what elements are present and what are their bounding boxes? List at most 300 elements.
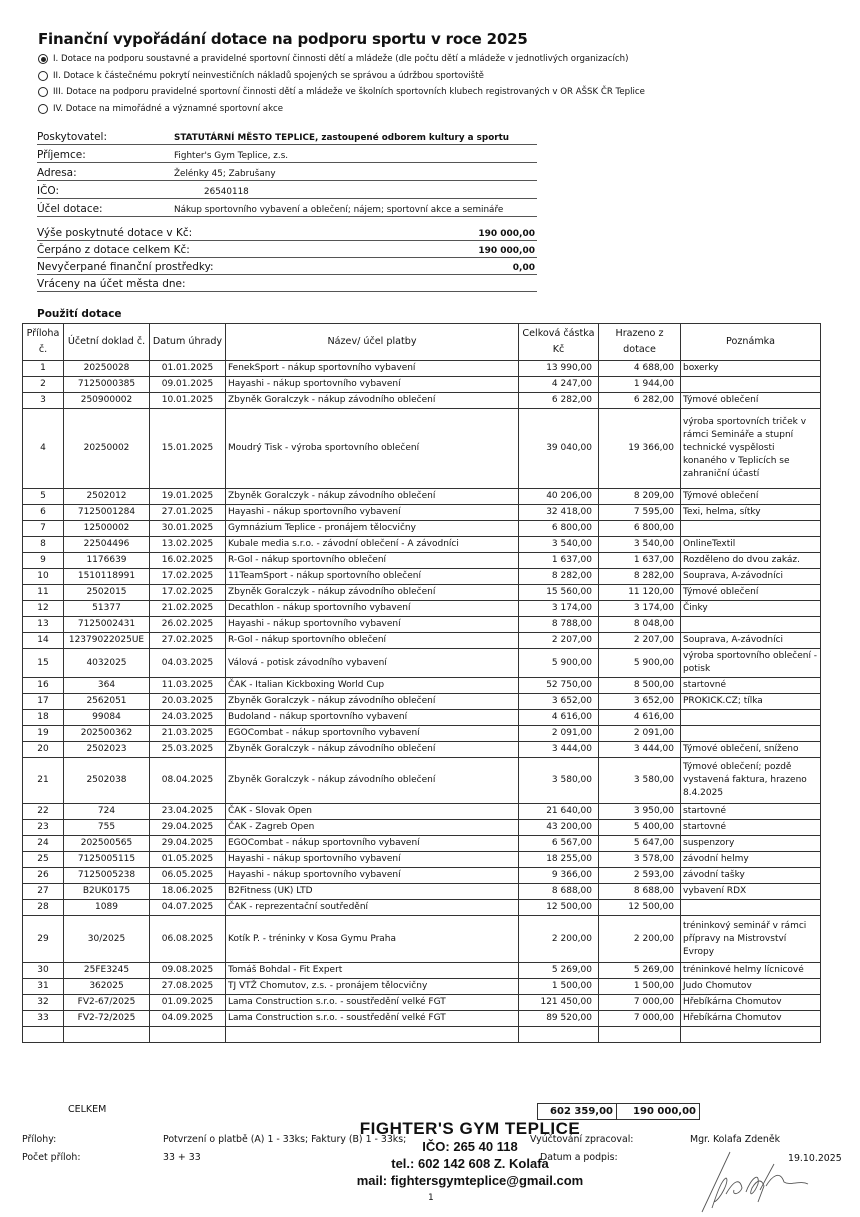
subsidy-option-2[interactable] [38,68,645,85]
cell-document-no: 51377 [64,601,150,617]
cell-document-no: 724 [64,804,150,820]
total-subsidy: 190 000,00 [617,1104,700,1120]
cell-document-no: 250900002 [64,393,150,409]
table-row [23,489,821,505]
cell-attachment-no: 32 [23,995,64,1011]
cell-payment-date: 24.03.2025 [150,710,226,726]
cell-document-no: 1089 [64,900,150,916]
info-row-ico [37,181,537,199]
cell-document-no: 7125000385 [64,377,150,393]
table-row [23,409,821,489]
table-row [23,852,821,868]
cell-payment-purpose: Lama Construction s.r.o. - soustředění velké FGT [226,995,519,1011]
cell-attachment-no: 20 [23,742,64,758]
info-value: STATUTÁRNÍ MĚSTO TEPLICE, zastoupené odborem kultury a sportu [174,133,510,143]
total-label: CELKEM [68,1104,107,1115]
table-row [23,678,821,694]
cell-total-amount: 3 540,00 [519,537,599,553]
cell-document-no: 364 [64,678,150,694]
cell-note [681,377,821,393]
date-value: 19.10.2025 [788,1153,842,1164]
subsidy-summary [37,224,537,292]
cell-total-amount: 40 206,00 [519,489,599,505]
cell-payment-date: 23.04.2025 [150,804,226,820]
cell-document-no: FV2-67/2025 [64,995,150,1011]
info-row-address [37,163,537,181]
cell-payment-date: 19.01.2025 [150,489,226,505]
cell-attachment-no [23,1027,64,1043]
cell-payment-date: 01.09.2025 [150,995,226,1011]
cell-payment-purpose: Moudrý Tisk - výroba sportovního oblečení [226,409,519,489]
cell-payment-date: 17.02.2025 [150,585,226,601]
info-value: Želénky 45; Zabrušany [174,169,276,179]
table-row [23,900,821,916]
cell-subsidy-amount: 7 000,00 [599,1011,681,1027]
attachments-value: Potvrzení o platbě (A) 1 - 33ks; Faktury (B) 1 - 33ks; [163,1134,407,1145]
cell-payment-purpose: Hayashi - nákup sportovního vybavení [226,852,519,868]
cell-payment-date: 26.02.2025 [150,617,226,633]
cell-payment-purpose: Zbyněk Goralczyk - nákup závodního oblečení [226,694,519,710]
cell-payment-purpose: FenekSport - nákup sportovního vybavení [226,361,519,377]
cell-document-no: 7125005238 [64,868,150,884]
cell-attachment-no: 2 [23,377,64,393]
cell-attachment-no: 4 [23,409,64,489]
processed-by-label: Vyúčtování zpracoval: [530,1134,634,1145]
header-purpose: Název/ účel platby [226,324,519,361]
cell-payment-date: 04.07.2025 [150,900,226,916]
cell-document-no: 7125001284 [64,505,150,521]
cell-payment-date: 09.01.2025 [150,377,226,393]
cell-attachment-no: 8 [23,537,64,553]
cell-note: startovné [681,678,821,694]
table-row [23,804,821,820]
cell-note [681,521,821,537]
table-row [23,916,821,963]
cell-subsidy-amount: 8 048,00 [599,617,681,633]
cell-payment-date: 27.02.2025 [150,633,226,649]
cell-attachment-no: 24 [23,836,64,852]
cell-payment-purpose: ČAK - Zagreb Open [226,820,519,836]
cell-payment-purpose: Tomáš Bohdal - Fit Expert [226,963,519,979]
cell-subsidy-amount: 3 578,00 [599,852,681,868]
table-row [23,836,821,852]
radio-empty-icon[interactable] [38,87,48,97]
sum-label: Výše poskytnuté dotace v Kč: [37,227,193,239]
cell-subsidy-amount: 8 500,00 [599,678,681,694]
cell-subsidy-amount: 1 944,00 [599,377,681,393]
table-row [23,521,821,537]
cell-document-no: 30/2025 [64,916,150,963]
sum-label: Vráceny na účet města dne: [37,278,186,290]
cell-document-no: 2502023 [64,742,150,758]
cell-payment-date: 17.02.2025 [150,569,226,585]
cell-subsidy-amount: 2 207,00 [599,633,681,649]
cell-subsidy-amount: 3 652,00 [599,694,681,710]
cell-payment-date: 16.02.2025 [150,553,226,569]
cell-attachment-no: 10 [23,569,64,585]
cell-subsidy-amount: 2 593,00 [599,868,681,884]
cell-payment-date: 21.02.2025 [150,601,226,617]
cell-total-amount: 12 500,00 [519,900,599,916]
cell-payment-date: 15.01.2025 [150,409,226,489]
cell-payment-purpose: B2Fitness (UK) LTD [226,884,519,900]
stamp-line: IČO: 265 40 118 [422,1139,518,1154]
cell-payment-purpose: Hayashi - nákup sportovního vybavení [226,377,519,393]
cell-attachment-no: 9 [23,553,64,569]
cell-subsidy-amount: 3 540,00 [599,537,681,553]
header-subsidy: Hrazeno z dotace [599,324,681,361]
table-row [23,820,821,836]
cell-document-no: 2562051 [64,694,150,710]
cell-note: závodní helmy [681,852,821,868]
info-label: IČO: [37,185,60,197]
option-label: IV. Dotace na mimořádné a významné sportovní akce [53,103,284,114]
cell-subsidy-amount: 12 500,00 [599,900,681,916]
cell-subsidy-amount: 8 282,00 [599,569,681,585]
header-note: Poznámka [681,324,821,361]
cell-document-no: 12379022025UE [64,633,150,649]
cell-subsidy-amount: 3 950,00 [599,804,681,820]
cell-note [681,726,821,742]
info-label: Poskytovatel: [37,131,107,143]
cell-total-amount [519,1027,599,1043]
cell-subsidy-amount: 2 200,00 [599,916,681,963]
option-label: III. Dotace na podporu pravidelné sportovní činnosti dětí a mládeže ve školních sportovních klubech registrovaných v OR AŠSK ČR Teplice [53,87,645,97]
cell-subsidy-amount: 2 091,00 [599,726,681,742]
cell-subsidy-amount [599,1027,681,1043]
cell-document-no [64,1027,150,1043]
cell-payment-purpose: Zbyněk Goralczyk - nákup závodního oblečení [226,489,519,505]
cell-document-no: 20250002 [64,409,150,489]
cell-total-amount: 2 091,00 [519,726,599,742]
radio-empty-icon[interactable] [38,104,48,114]
cell-total-amount: 4 616,00 [519,710,599,726]
table-row [23,868,821,884]
cell-payment-date: 29.04.2025 [150,836,226,852]
cell-attachment-no: 16 [23,678,64,694]
cell-document-no: B2UK0175 [64,884,150,900]
cell-total-amount: 43 200,00 [519,820,599,836]
cell-total-amount: 39 040,00 [519,409,599,489]
cell-note: PROKICK.CZ; tílka [681,694,821,710]
table-row [23,694,821,710]
date-signature-label: Datum a podpis: [540,1152,618,1163]
cell-attachment-no: 5 [23,489,64,505]
info-label: Adresa: [37,167,77,179]
attachments-count-value: 33 + 33 [163,1152,201,1163]
cell-total-amount: 8 688,00 [519,884,599,900]
cell-note: Rozděleno do dvou zakáz. [681,553,821,569]
cell-note: Týmové oblečení, sníženo [681,742,821,758]
table-body [23,361,821,1043]
option-label: II. Dotace k částečnému pokrytí neinvestičních nákladů spojených se správou a údržbou sportoviště [53,70,484,81]
signature-icon [700,1150,820,1215]
sum-label: Nevyčerpané finanční prostředky: [37,261,214,273]
cell-note: Týmové oblečení [681,393,821,409]
cell-payment-purpose: Gymnázium Teplice - pronájem tělocvičny [226,521,519,537]
table-row [23,361,821,377]
table-row [23,726,821,742]
cell-attachment-no: 29 [23,916,64,963]
info-value: Nákup sportovního vybavení a oblečení; nájem; sportovní akce a semináře [174,205,504,215]
stamp-line: mail: fightersgymteplice@gmail.com [356,1173,584,1188]
info-value: Fighter's Gym Teplice, z.s. [174,151,289,161]
info-row-recipient [37,145,537,163]
cell-payment-date: 06.08.2025 [150,916,226,963]
sum-row-used [37,241,537,258]
sum-label: Čerpáno z dotace celkem Kč: [37,244,190,256]
cell-attachment-no: 33 [23,1011,64,1027]
cell-document-no: 2502038 [64,758,150,804]
cell-payment-date: 06.05.2025 [150,868,226,884]
cell-document-no: 1176639 [64,553,150,569]
cell-payment-date: 27.01.2025 [150,505,226,521]
table-row [23,758,821,804]
cell-subsidy-amount: 5 647,00 [599,836,681,852]
cell-note: suspenzory [681,836,821,852]
document-title: Finanční vypořádání dotace na podporu sportu v roce 2025 [38,30,528,48]
cell-total-amount: 18 255,00 [519,852,599,868]
cell-total-amount: 6 282,00 [519,393,599,409]
cell-subsidy-amount: 6 800,00 [599,521,681,537]
cell-document-no: 202500362 [64,726,150,742]
cell-subsidy-amount: 5 269,00 [599,963,681,979]
cell-payment-date: 01.01.2025 [150,361,226,377]
info-row-purpose [37,199,537,217]
table-row [23,979,821,995]
sum-row-returned [37,275,537,292]
cell-attachment-no: 27 [23,884,64,900]
cell-total-amount: 8 788,00 [519,617,599,633]
cell-document-no: FV2-72/2025 [64,1011,150,1027]
cell-payment-purpose: Válová - potisk závodního vybavení [226,649,519,678]
cell-document-no: 20250028 [64,361,150,377]
cell-attachment-no: 28 [23,900,64,916]
page-number: 1 [428,1193,434,1203]
cell-note: výroba sportovních triček v rámci Semináře a stupní technické vyspělosti konaného v Teplicích se zahraniční účastí [681,409,821,489]
cell-payment-purpose: ČAK - reprezentační soutředění [226,900,519,916]
cell-total-amount: 8 282,00 [519,569,599,585]
cell-payment-date: 04.09.2025 [150,1011,226,1027]
table-row [23,569,821,585]
organization-stamp [350,1120,590,1189]
subsidy-option-1[interactable] [38,51,645,68]
cell-note: OnlineTextil [681,537,821,553]
cell-payment-purpose: EGOCombat - nákup sportovního vybavení [226,836,519,852]
subsidy-option-3[interactable] [38,84,645,101]
cell-payment-date: 10.01.2025 [150,393,226,409]
subsidy-option-4[interactable] [38,101,645,118]
totals-row [538,1104,700,1120]
cell-note: tréninkový seminář v rámci přípravy na Mistrovství Evropy [681,916,821,963]
cell-total-amount: 6 567,00 [519,836,599,852]
cell-subsidy-amount: 1 500,00 [599,979,681,995]
cell-total-amount: 6 800,00 [519,521,599,537]
cell-attachment-no: 3 [23,393,64,409]
cell-payment-purpose: Zbyněk Goralczyk - nákup závodního oblečení [226,758,519,804]
expense-table [22,323,821,1043]
cell-note: Hřebíkárna Chomutov [681,995,821,1011]
table-row [23,742,821,758]
cell-payment-purpose: EGOCombat - nákup sportovního vybavení [226,726,519,742]
cell-note: Týmové oblečení [681,585,821,601]
cell-document-no: 25FE3245 [64,963,150,979]
cell-document-no: 4032025 [64,649,150,678]
processed-by-value: Mgr. Kolafa Zdeněk [690,1134,781,1145]
cell-payment-date: 25.03.2025 [150,742,226,758]
attachments-label: Přílohy: [22,1134,57,1145]
table-row [23,601,821,617]
cell-attachment-no: 12 [23,601,64,617]
radio-selected-icon[interactable] [38,54,48,64]
cell-total-amount: 52 750,00 [519,678,599,694]
cell-document-no: 7125005115 [64,852,150,868]
radio-empty-icon[interactable] [38,71,48,81]
cell-payment-purpose: Budoland - nákup sportovního vybavení [226,710,519,726]
cell-subsidy-amount: 1 637,00 [599,553,681,569]
cell-payment-date: 29.04.2025 [150,820,226,836]
cell-total-amount: 121 450,00 [519,995,599,1011]
cell-payment-date: 30.01.2025 [150,521,226,537]
cell-payment-purpose: R-Gol - nákup sportovního oblečení [226,633,519,649]
cell-subsidy-amount: 7 595,00 [599,505,681,521]
cell-document-no: 2502012 [64,489,150,505]
cell-subsidy-amount: 5 400,00 [599,820,681,836]
cell-note: startovné [681,820,821,836]
cell-attachment-no: 1 [23,361,64,377]
cell-note [681,1027,821,1043]
cell-document-no: 362025 [64,979,150,995]
cell-note: tréninkové helmy lícnicové [681,963,821,979]
cell-note: Judo Chomutov [681,979,821,995]
cell-attachment-no: 25 [23,852,64,868]
cell-attachment-no: 19 [23,726,64,742]
cell-document-no: 22504496 [64,537,150,553]
cell-subsidy-amount: 7 000,00 [599,995,681,1011]
cell-note: vybavení RDX [681,884,821,900]
cell-attachment-no: 22 [23,804,64,820]
cell-payment-date: 18.06.2025 [150,884,226,900]
info-label: Příjemce: [37,149,86,161]
cell-payment-purpose: R-Gol - nákup sportovního oblečení [226,553,519,569]
cell-payment-purpose: Zbyněk Goralczyk - nákup závodního oblečení [226,585,519,601]
cell-attachment-no: 13 [23,617,64,633]
cell-total-amount: 3 174,00 [519,601,599,617]
cell-attachment-no: 18 [23,710,64,726]
cell-attachment-no: 7 [23,521,64,537]
table-row [23,505,821,521]
cell-total-amount: 89 520,00 [519,1011,599,1027]
cell-total-amount: 2 207,00 [519,633,599,649]
cell-payment-purpose: Zbyněk Goralczyk - nákup závodního oblečení [226,742,519,758]
info-label: Účel dotace: [37,203,103,215]
cell-total-amount: 4 247,00 [519,377,599,393]
cell-note: Týmové oblečení [681,489,821,505]
table-row [23,393,821,409]
cell-subsidy-amount: 3 174,00 [599,601,681,617]
cell-total-amount: 1 637,00 [519,553,599,569]
cell-document-no: 202500565 [64,836,150,852]
table-row [23,884,821,900]
cell-document-no: 99084 [64,710,150,726]
cell-subsidy-amount: 4 616,00 [599,710,681,726]
table-row [23,1011,821,1027]
cell-total-amount: 3 652,00 [519,694,599,710]
cell-subsidy-amount: 19 366,00 [599,409,681,489]
totals-table [537,1103,700,1120]
cell-note [681,710,821,726]
cell-subsidy-amount: 6 282,00 [599,393,681,409]
table-row [23,963,821,979]
header-attachment: Příloha č. [23,324,64,361]
cell-note: Hřebíkárna Chomutov [681,1011,821,1027]
cell-payment-purpose: Decathlon - nákup sportovního vybavení [226,601,519,617]
table-row [23,995,821,1011]
cell-note: Texi, helma, sítky [681,505,821,521]
cell-attachment-no: 26 [23,868,64,884]
sum-row-unused [37,258,537,275]
cell-payment-purpose: ČAK - Italian Kickboxing World Cup [226,678,519,694]
cell-payment-date: 11.03.2025 [150,678,226,694]
attachments-count-label: Počet příloh: [22,1152,81,1163]
cell-payment-date: 08.04.2025 [150,758,226,804]
cell-document-no: 7125002431 [64,617,150,633]
cell-payment-date [150,1027,226,1043]
info-row-provider [37,127,537,145]
cell-total-amount: 2 200,00 [519,916,599,963]
table-row [23,649,821,678]
cell-document-no: 12500002 [64,521,150,537]
cell-payment-purpose: Hayashi - nákup sportovního vybavení [226,617,519,633]
cell-note: závodní tašky [681,868,821,884]
cell-subsidy-amount: 4 688,00 [599,361,681,377]
cell-payment-date: 04.03.2025 [150,649,226,678]
cell-attachment-no: 17 [23,694,64,710]
cell-total-amount: 1 500,00 [519,979,599,995]
sum-row-granted [37,224,537,241]
cell-note: Souprava, A-závodníci [681,569,821,585]
cell-attachment-no: 15 [23,649,64,678]
cell-payment-date: 27.08.2025 [150,979,226,995]
header-total: Celková částka Kč [519,324,599,361]
cell-payment-purpose [226,1027,519,1043]
sum-value: 190 000,00 [478,246,535,256]
table-row [23,1027,821,1043]
cell-payment-purpose: Lama Construction s.r.o. - soustředění velké FGT [226,1011,519,1027]
cell-subsidy-amount: 11 120,00 [599,585,681,601]
cell-subsidy-amount: 3 580,00 [599,758,681,804]
cell-note: Činky [681,601,821,617]
cell-document-no: 755 [64,820,150,836]
cell-payment-date: 21.03.2025 [150,726,226,742]
cell-total-amount: 5 269,00 [519,963,599,979]
cell-attachment-no: 6 [23,505,64,521]
sum-value: 190 000,00 [478,229,535,239]
cell-note: boxerky [681,361,821,377]
cell-attachment-no: 30 [23,963,64,979]
header-date: Datum úhrady [150,324,226,361]
cell-note: výroba sportovního oblečení - potisk [681,649,821,678]
cell-payment-purpose: ČAK - Slovak Open [226,804,519,820]
cell-payment-purpose: TJ VTŽ Chomutov, z.s. - pronájem tělocvičny [226,979,519,995]
cell-total-amount: 32 418,00 [519,505,599,521]
stamp-line: FIGHTER'S GYM TEPLICE [359,1119,581,1138]
cell-total-amount: 5 900,00 [519,649,599,678]
cell-note [681,900,821,916]
cell-total-amount: 13 990,00 [519,361,599,377]
cell-payment-purpose: 11TeamSport - nákup sportovního oblečení [226,569,519,585]
cell-payment-date: 01.05.2025 [150,852,226,868]
